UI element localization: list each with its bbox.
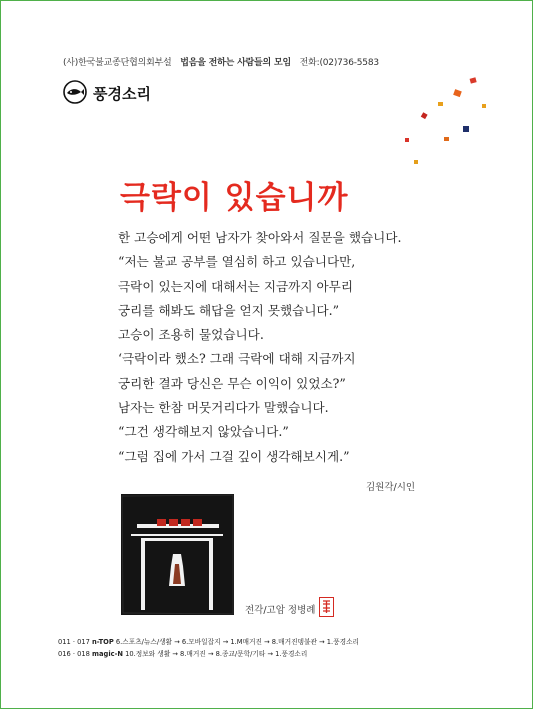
poem-line: 궁리한 결과 당신은 무슨 이익이 있었소?” <box>118 375 346 391</box>
footer-path: 10.정보와 생활 → 8.매거진 → 8.종교/문학/기타 → 1.풍경소리 <box>125 650 308 658</box>
footer-range: 011 · 017 <box>58 638 90 646</box>
poem-line: 남자는 한참 머뭇거리다가 말했습니다. <box>118 400 329 416</box>
red-seal-stamp <box>319 597 334 617</box>
poem-line: 한 고승에게 어떤 남자가 찾아와서 질문을 했습니다. <box>118 230 402 245</box>
artwork-caption: 전각/고암 정병례 <box>245 605 316 616</box>
seal-glyph-icon <box>320 598 333 616</box>
seal-carving-artwork <box>121 494 234 615</box>
poem-author: 김원각/시인 <box>366 482 416 493</box>
footer-brand: magic-N <box>92 650 123 658</box>
poem-line: 고승이 조용히 물었습니다. <box>118 327 264 343</box>
poem-line: “그럼 집에 가서 그걸 깊이 생각해보시게.” <box>118 448 350 464</box>
organization-name: (사)한국불교종단협의회부설 <box>63 58 172 68</box>
fish-bell-icon <box>63 80 87 104</box>
poem-body <box>118 226 418 469</box>
poem-line: ‘극락이라 했소? 그래 극락에 대해 지금까지 <box>118 351 356 367</box>
footer-row <box>58 636 359 648</box>
poem-line: “저는 불교 공부를 열심히 하고 있습니다만, <box>118 254 356 270</box>
poem-title: 극락이 있습니까 <box>120 180 349 216</box>
footer-path: 6.스포츠/뉴스/생활 → 6.모바일잡지 → 1.M매거진 → 8.매거진뎅불관 → 1.풍경소리 <box>115 638 359 646</box>
publisher-header <box>63 55 379 68</box>
slogan: 법음을 전하는 사람들의 모임 <box>180 58 291 68</box>
footer-brand: n-TOP <box>92 638 114 646</box>
footer-range: 016 · 018 <box>58 650 90 658</box>
logo-wordmark: 풍경소리 <box>93 85 151 103</box>
phone-number: 전화:(02)736-5583 <box>299 58 379 68</box>
poem-line: “그건 생각해보지 않았습니다.” <box>118 424 289 440</box>
poem-line: 극락이 있는지에 대해서는 지금까지 아무리 <box>118 278 353 294</box>
poem-line: 궁리를 해봐도 해답을 얻지 못했습니다.” <box>118 302 340 318</box>
mobile-access-footer <box>58 636 359 660</box>
footer-row <box>58 648 359 660</box>
